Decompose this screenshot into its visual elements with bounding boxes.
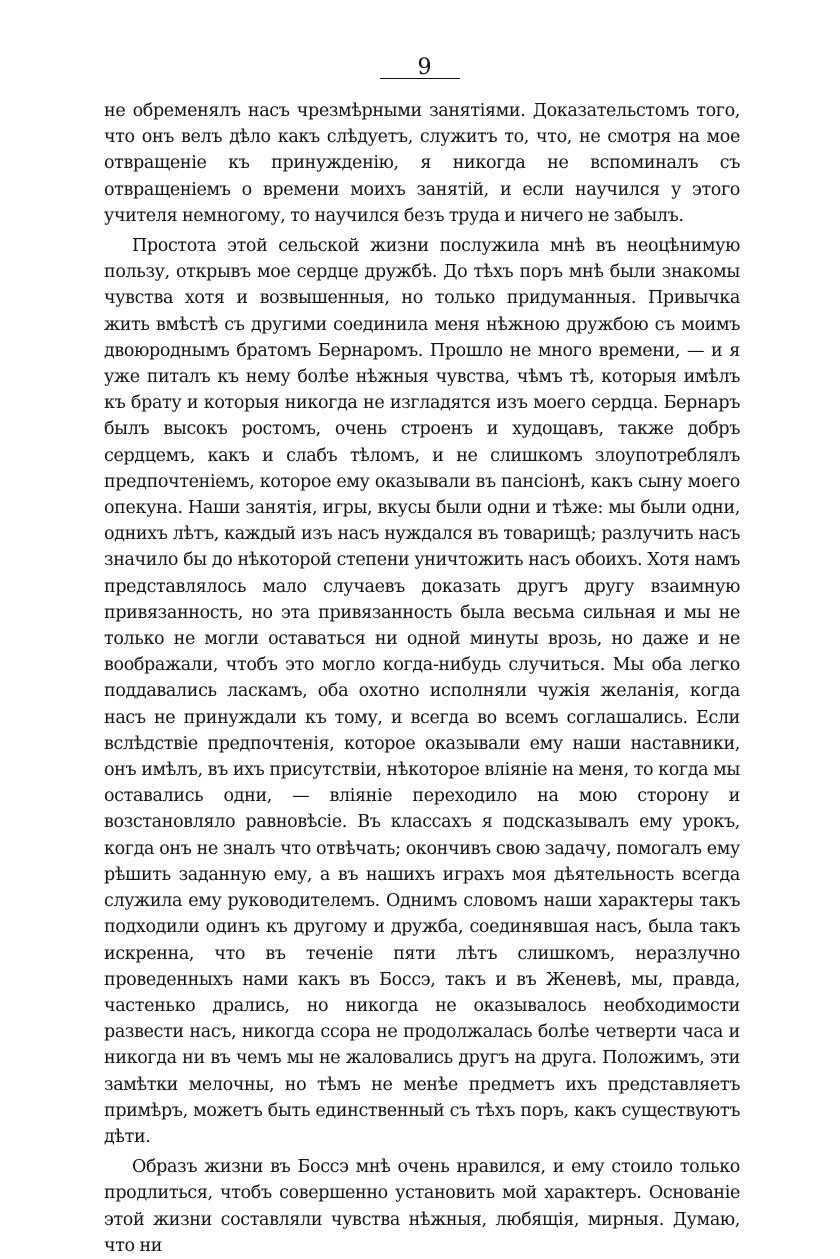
- page-number: 9: [417, 55, 433, 80]
- paragraph-continuation: не обременялъ насъ чрезмѣрными занятіями. Доказательстомъ того, что онъ велъ дѣло какъ слѣдуетъ, служитъ то, что, не смотря на мое отвращеніе къ принужденію, я никогда не вспоминалъ съ отвращеніемъ о времени моихъ занятій, и если научился у этого учителя немногому, то научился безъ труда и ничего не забылъ.: [104, 101, 740, 226]
- page-number-rule: [380, 78, 460, 79]
- body-text: [104, 98, 740, 1259]
- paragraph-friendship: Простота этой сельской жизни послужила мнѣ въ неоцѣнимую пользу, открывъ мое сердце дружбѣ. До тѣхъ поръ мнѣ были знакомы чувства хотя и возвышенныя, но только придуманныя. Привычка жить вмѣстѣ съ другими соединила меня нѣжною дружбою съ моимъ двоюроднымъ братомъ Бернаромъ. Прошло не много времени, — и я уже питалъ къ нему болѣе нѣжныя чувства, чѣмъ тѣ, которыя имѣлъ къ брату и которыя никогда не изгладятся изъ моего сердца. Бернаръ былъ высокъ ростомъ, очень строенъ и худощавъ, также добръ сердцемъ, какъ и слабъ тѣломъ, и не слишкомъ злоупотреблялъ предпочтеніемъ, которое ему оказывали въ пансіонѣ, какъ сыну моего опекуна. Наши занятія, игры, вкусы были одни и тѣже: мы были одни, однихъ лѣтъ, каждый изъ насъ нуждался въ товарищѣ; разлучить насъ значило бы до нѣкоторой степени уничтожить насъ обоихъ. Хотя намъ представлялось мало случаевъ доказать другъ другу взаимную привязанность, но эта привязанность была весьма сильная и мы не только не могли оставаться ни одной минуты врозь, но даже и не воображали, чтобъ это могло когда-нибудь случиться. Мы оба легко поддавались ласкамъ, оба охотно исполняли чужія желанія, когда насъ не принуждали къ тому, и всегда во всемъ соглашались. Если вслѣдствіе предпочтенія, которое оказывали ему наши наставники, онъ имѣлъ, въ ихъ присутствіи, нѣкоторое вліяніе на меня, то когда мы оставались одни, — вліяніе переходило на мою сторону и возстановляло равновѣсіе. Въ классахъ я подсказывалъ ему урокъ, когда онъ не зналъ что отвѣчать; окончивъ свою задачу, помогалъ ему рѣшить заданную ему, а въ нашихъ играхъ моя дѣятельность всегда служила ему руководителемъ. Однимъ словомъ наши характеры такъ подходили одинъ къ другому и дружба, соединявшая насъ, была такъ искренна, что въ теченіе пяти лѣтъ слишкомъ, неразлучно проведенныхъ нами какъ въ Боссэ, такъ и въ Женевѣ, мы, правда, частенько дрались, но никогда не оказывалось необходимости развести насъ, никогда ссора не продолжалась болѣе четверти часа и никогда ни въ чемъ мы не жаловались другъ на друга. Положимъ, эти замѣтки мелочны, но тѣмъ не менѣе предметъ ихъ представляетъ примѣръ, можетъ быть единственный съ тѣхъ поръ, какъ существуютъ дѣти.: [104, 236, 740, 1147]
- paragraph-way-of-life: Образъ жизни въ Боссэ мнѣ очень нравился, и ему стоило только продлиться, чтобъ совершенно установить мой характеръ. Основаніе этой жизни составляли чувства нѣжныя, любящія, мирныя. Думаю, что ни: [104, 1157, 740, 1256]
